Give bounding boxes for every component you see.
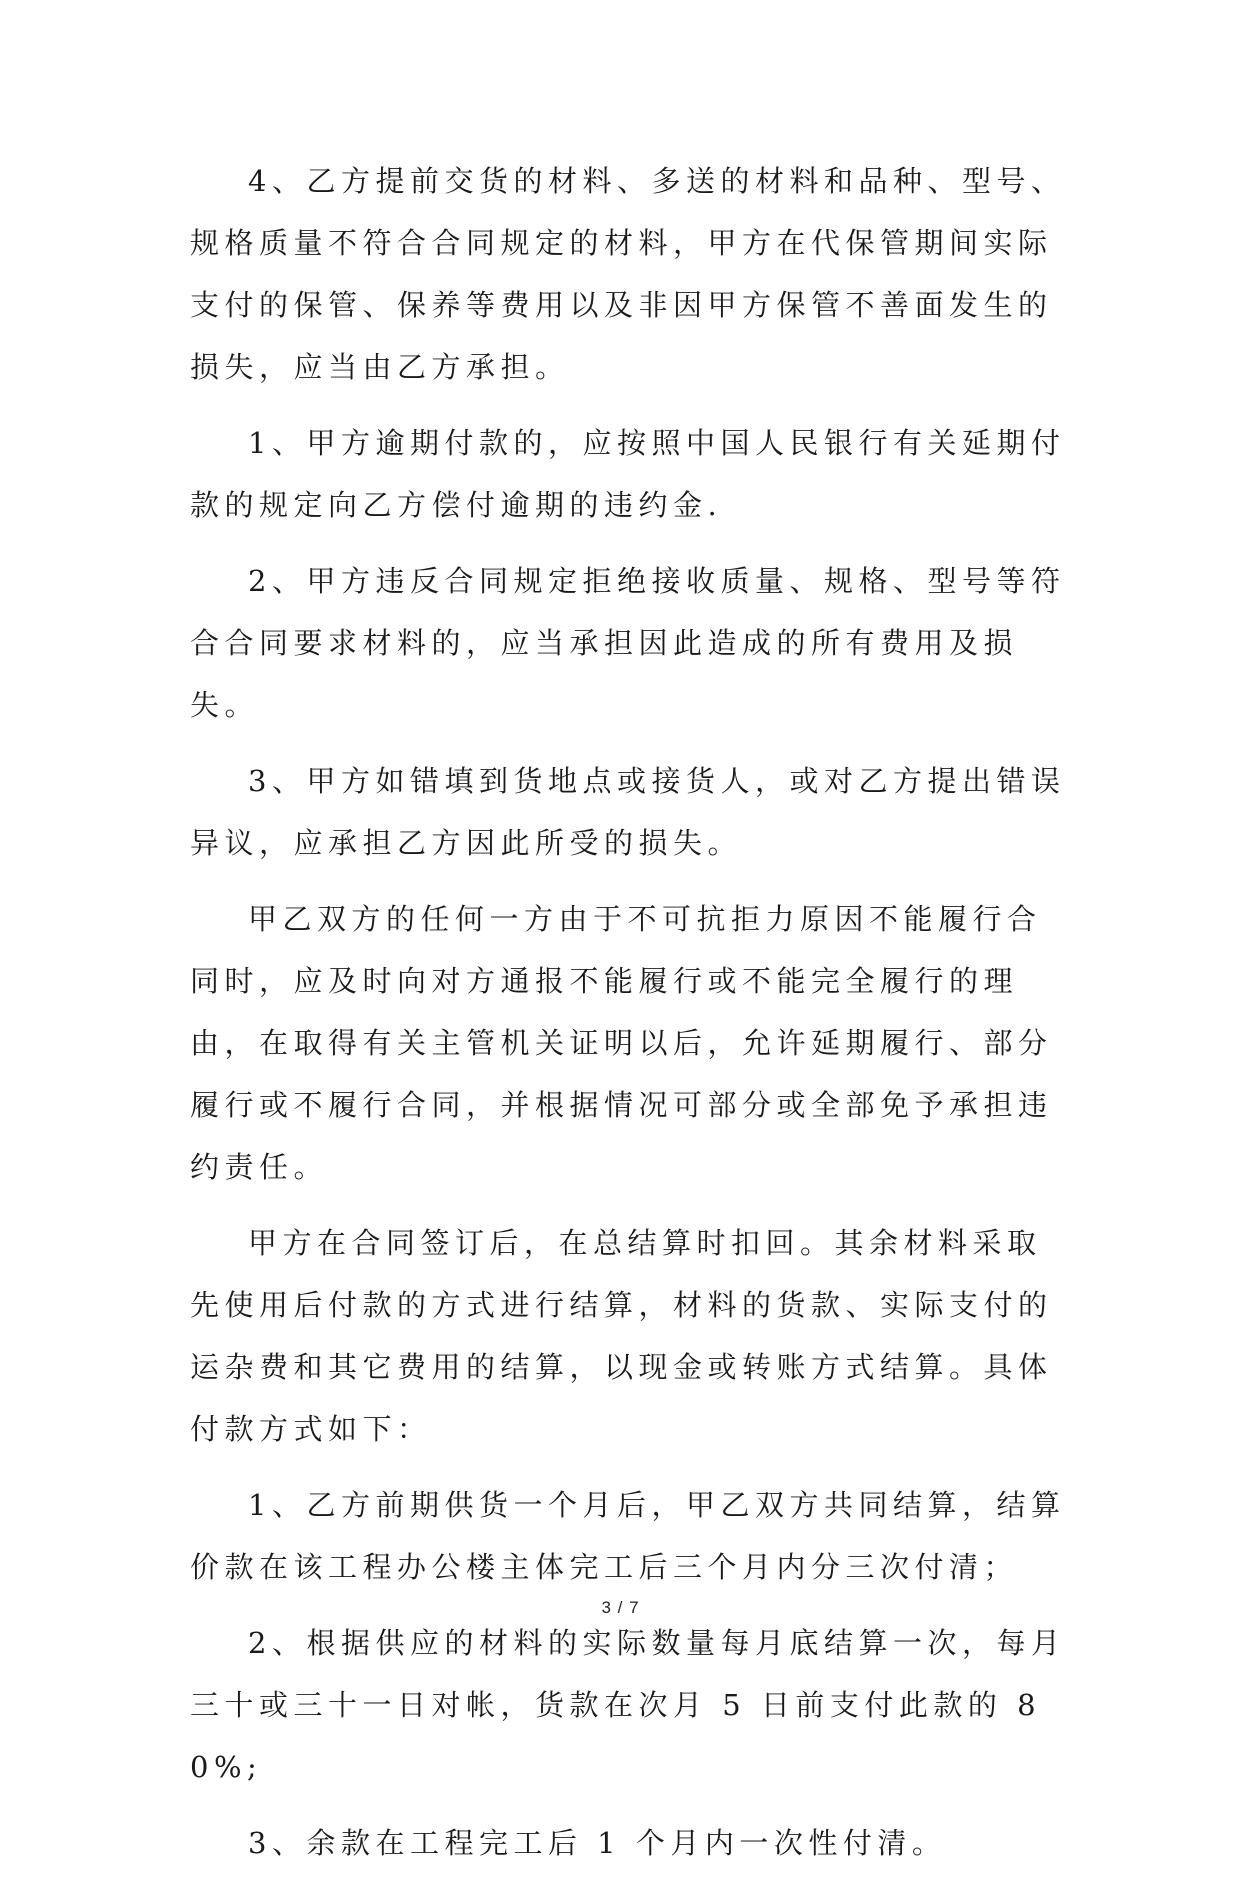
page-number: 3 / 7 xyxy=(601,1598,640,1617)
paragraph-refusal-of-materials: 2、甲方违反合同规定拒绝接收质量、规格、型号等符合合同要求材料的，应当承担因此造成的所有费用及损失。 xyxy=(190,564,1066,722)
paragraph-payment-term-3: 3、余款在工程完工后 1 个月内一次性付清。 xyxy=(248,1826,947,1860)
paragraph-wrong-delivery-info: 3、甲方如错填到货地点或接货人，或对乙方提出错误异议，应承担乙方因此所受的损失。 xyxy=(190,764,1066,860)
paragraph-force-majeure: 甲乙双方的任何一方由于不可抗拒力原因不能履行合同时，应及时向对方通报不能履行或不能完全履行的理由，在取得有关主管机关证明以后，允许延期履行、部分履行或不履行合同，并根据情况可部分或全部免予承担违约责任。 xyxy=(190,902,1053,1184)
document-body xyxy=(190,150,1070,1888)
paragraph-settlement-method: 甲方在合同签订后，在总结算时扣回。其余材料采取先使用后付款的方式进行结算，材料的货款、实际支付的运杂费和其它费用的结算，以现金或转账方式结算。具体付款方式如下： xyxy=(190,1226,1053,1446)
paragraph-late-payment: 1、甲方逾期付款的，应按照中国人民银行有关延期付款的规定向乙方偿付逾期的违约金. xyxy=(190,426,1066,522)
paragraph-early-delivery-liability: 4、乙方提前交货的材料、多送的材料和品种、型号、规格质量不符合合同规定的材料，甲方在代保管期间实际支付的保管、保养等费用以及非因甲方保管不善面发生的损失，应当由乙方承担。 xyxy=(190,164,1066,384)
paragraph-payment-term-2: 2、根据供应的材料的实际数量每月底结算一次，每月三十或三十一日对帐，货款在次月 5 日前支付此款的 80%; xyxy=(190,1626,1066,1784)
paragraph-payment-term-1: 1、乙方前期供货一个月后，甲乙双方共同结算，结算价款在该工程办公楼主体完工后三个月内分三次付清； xyxy=(190,1488,1066,1584)
